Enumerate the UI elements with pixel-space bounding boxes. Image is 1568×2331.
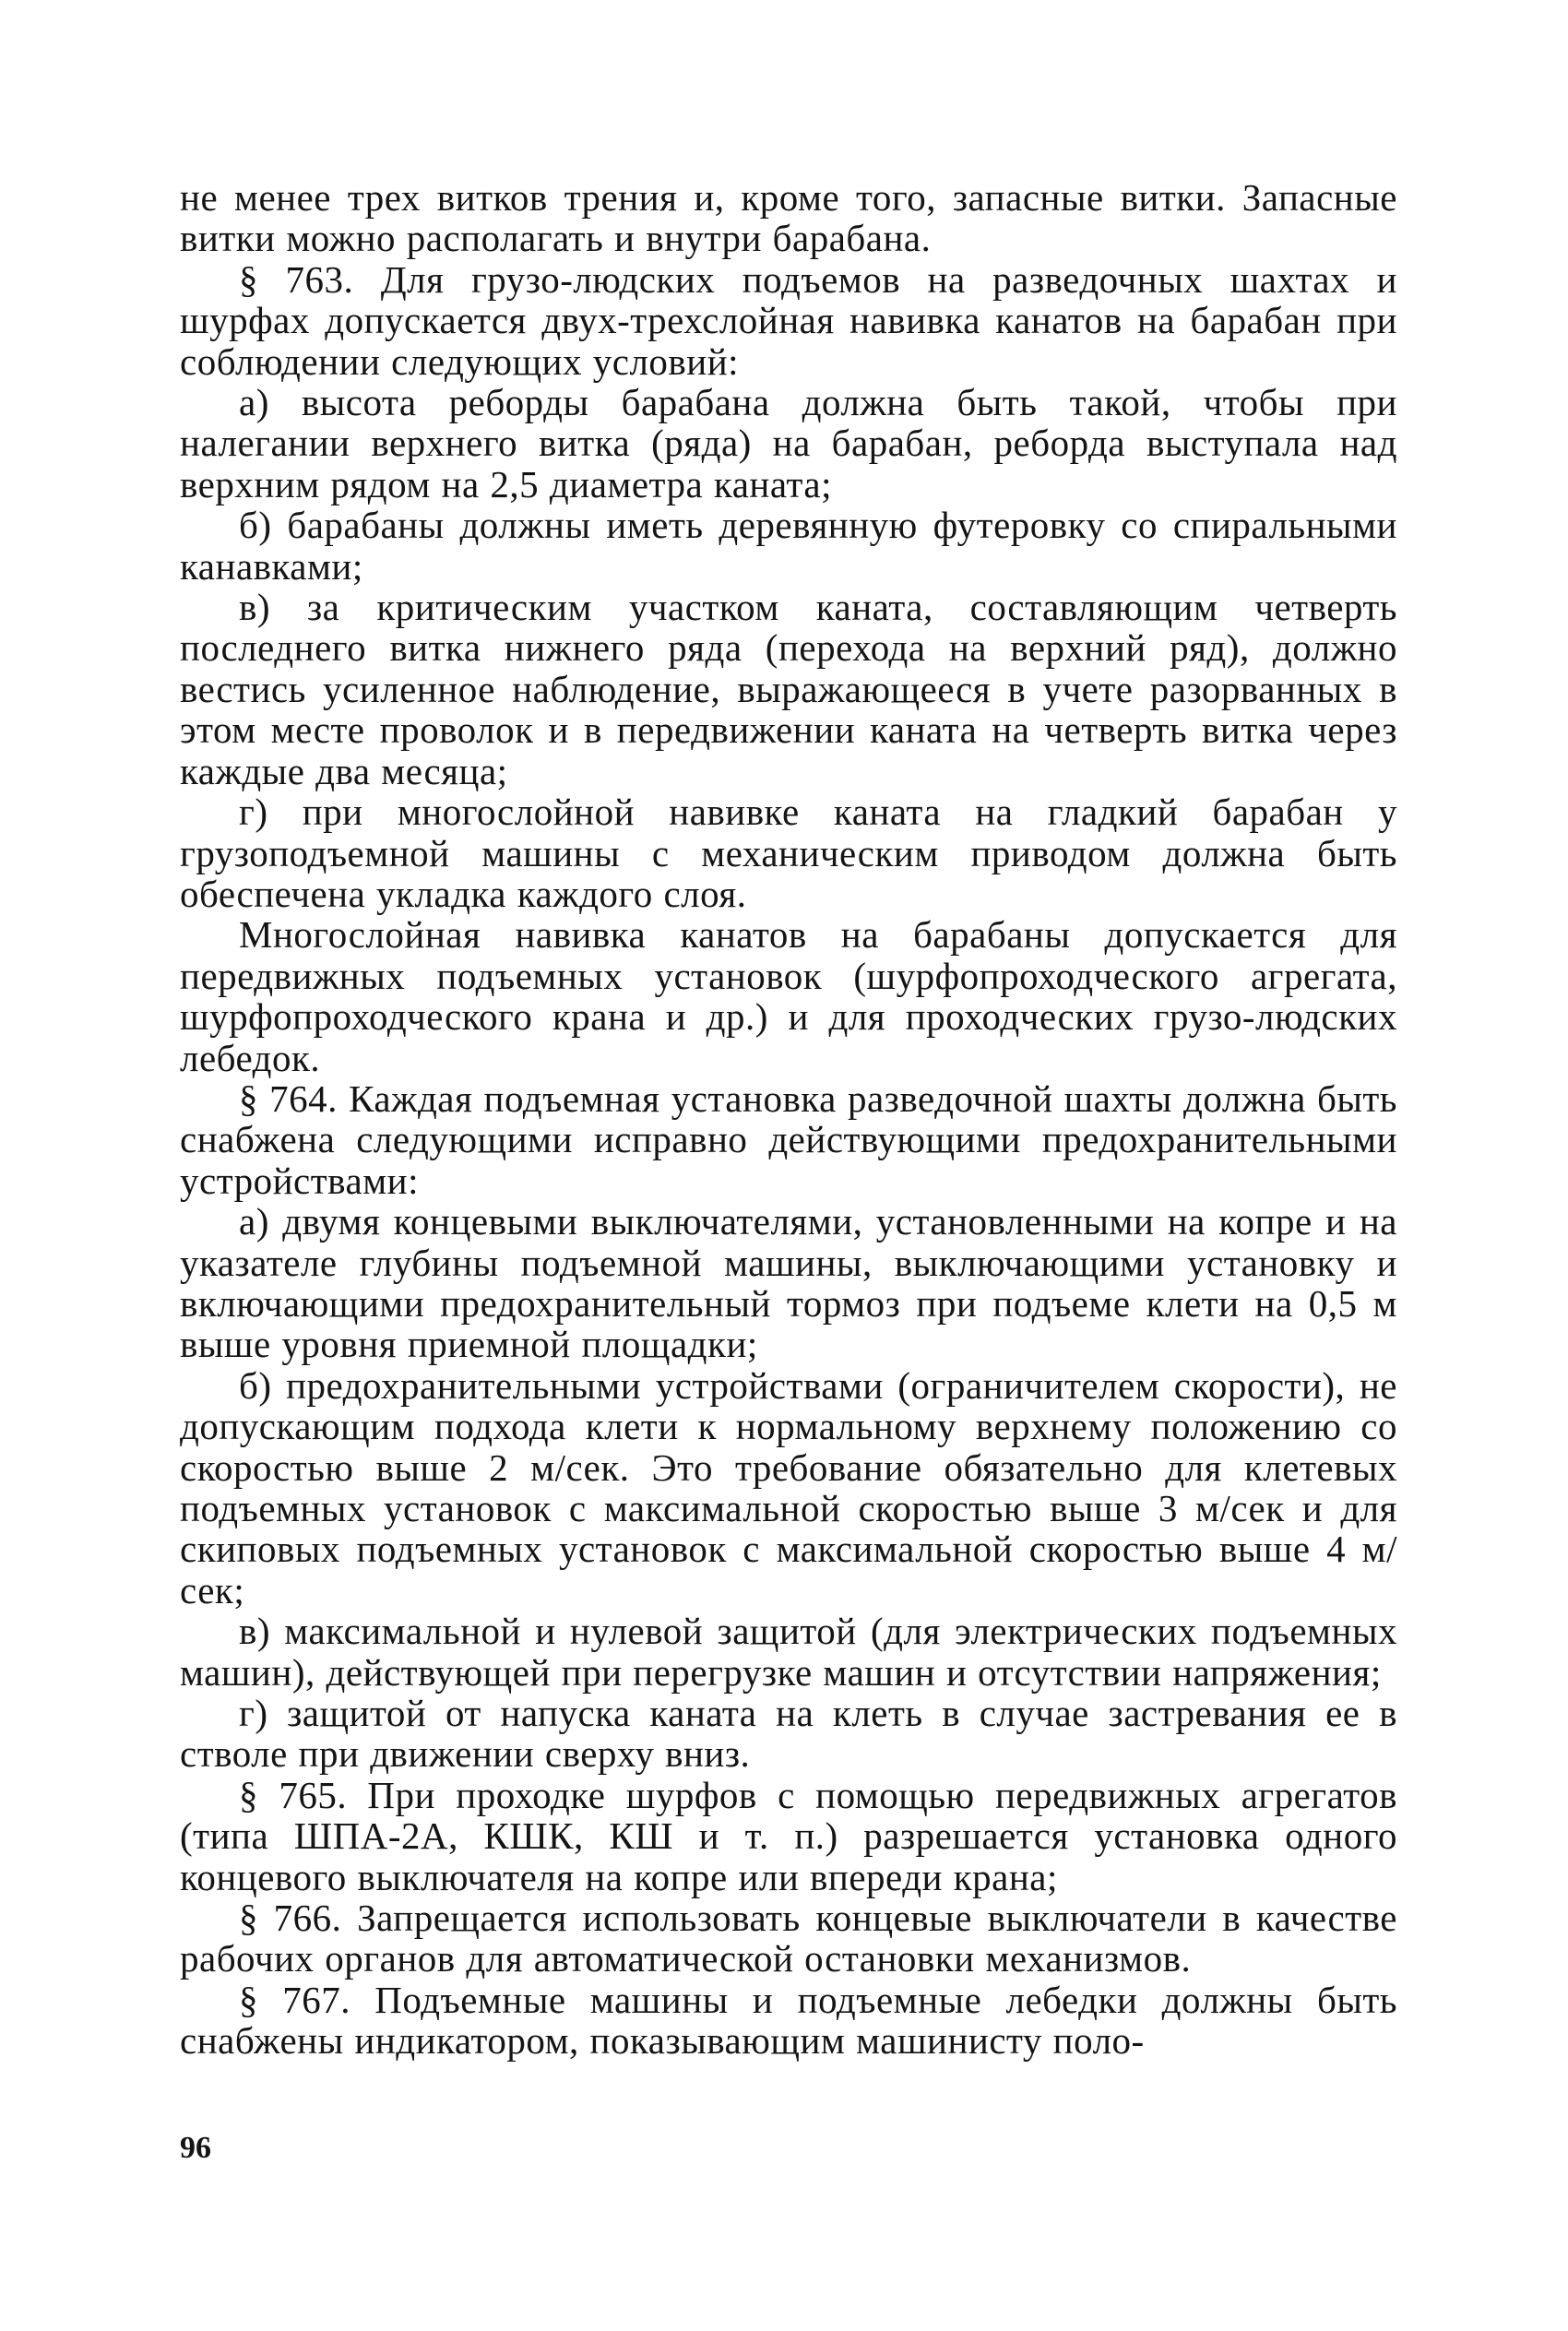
page-number: 96 — [180, 2131, 211, 2165]
paragraph-764-b: б) предохранительными устройствами (ограничителем скорости), не допускающим подхода клети к нормальному верхнему положению со скоростью выше 2 м/сек. Это требование обязательно для клетевых подъемных установок с максимальной скоростью выше 3 м/сек и для скиповых подъемных установок с максимальной скоростью выше 4 м/сек; — [180, 1363, 1397, 1611]
paragraph-764-v: в) максимальной и нулевой защитой (для электрических подъемных машин), действующей при перегрузке машин и отсутствии напряжения; — [180, 1610, 1397, 1694]
paragraph-section-764: § 764. Каждая подъемная установка разведочной шахты должна быть снабжена следующими исправно действующими предохранительными устройствами: — [180, 1076, 1397, 1202]
paragraph-763-a: а) высота реборды барабана должна быть такой, чтобы при налегании верхнего витка (ряда) на барабан, реборда выступала над верхним рядом на 2,5 диаметра каната; — [180, 381, 1397, 505]
paragraph-section-765: § 765. При проходке шурфов с помощью передвижных агрегатов (типа ШПА-2А, КШК, КШ и т. п.) разрешается установка одного концевого выключателя на копре или впереди крана; — [180, 1773, 1397, 1898]
paragraph-section-766: § 766. Запрещается использовать концевые выключатели в качестве рабочих органов для автоматической остановки механизмов. — [180, 1897, 1397, 1980]
paragraph-section-767: § 767. Подъемные машины и подъемные лебедки должны быть снабжены индикатором, показывающим машинисту поло- — [180, 1978, 1397, 2063]
paragraph-section-763: § 763. Для грузо-людских подъемов на разведочных шахтах и шурфах допускается двух-трехслойная навивка канатов на барабан при соблюдении следующих условий: — [180, 257, 1397, 383]
paragraph-multilayer-winding: Многослойная навивка канатов на барабаны допускается для передвижных подъемных установок (шурфопроходческого агрегата, шурфопроходческого крана и др.) и для проходческих грузо-людских лебедок. — [180, 913, 1397, 1079]
paragraph-continuation: не менее трех витков трения и, кроме того, запасные витки. Запасные витки можно располагать и внутри барабана. — [180, 176, 1397, 260]
paragraph-763-v: в) за критическим участком каната, составляющим четверть последнего витка нижнего ряда (перехода на верхний ряд), должно вестись усиленное наблюдение, выражающееся в учете разорванных в этом месте проволок и в передвижении каната на четверть витка через каждые два месяца; — [180, 586, 1397, 792]
document-body — [180, 177, 1397, 2062]
paragraph-763-g: г) при многослойной навивке каната на гладкий барабан у грузоподъемной машины с механическим приводом должна быть обеспечена укладка каждого слоя. — [180, 791, 1397, 915]
paragraph-763-b: б) барабаны должны иметь деревянную футеровку со спиральными канавками; — [180, 504, 1397, 588]
paragraph-764-g: г) защитой от напуска каната на клеть в случае застревания ее в стволе при движении сверху вниз. — [180, 1692, 1397, 1776]
paragraph-764-a: а) двумя концевыми выключателями, установленными на копре и на указателе глубины подъемной машины, выключающими установку и включающими предохранительный тормоз при подъеме клети на 0,5 м выше уровня приемной площадки; — [180, 1200, 1397, 1366]
